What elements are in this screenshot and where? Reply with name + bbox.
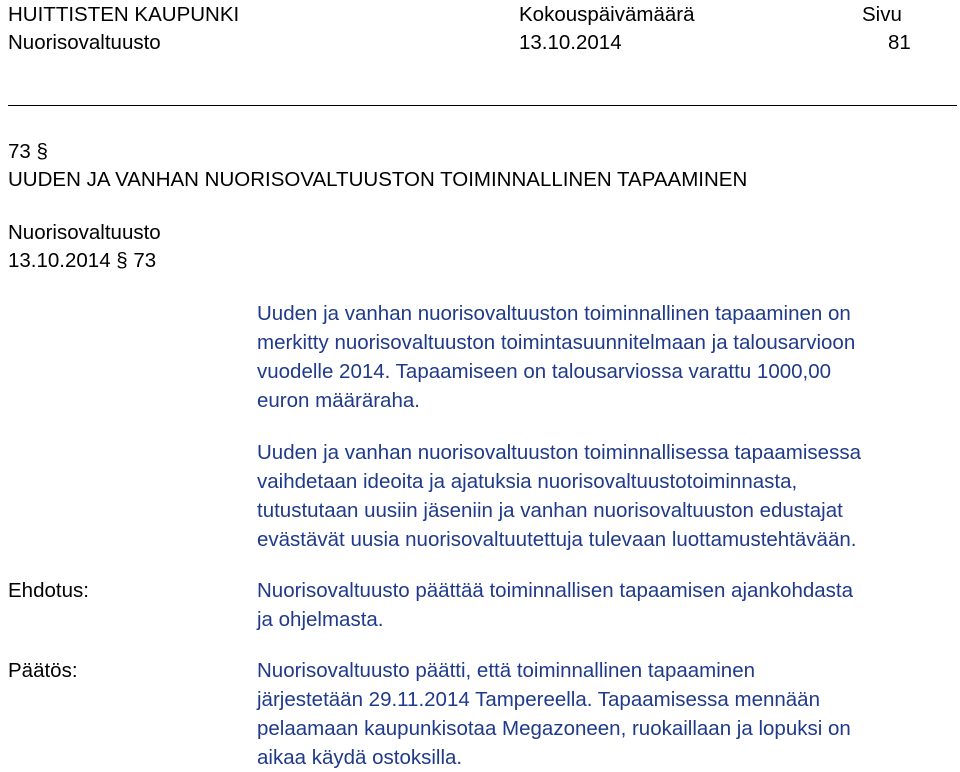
paragraph-line: tutustutaan uusiin jäseniin ja vanhan nuorisovaltuuston edustajat xyxy=(257,499,843,522)
proposal-label: Ehdotus: xyxy=(8,579,89,602)
proposal-text xyxy=(257,576,957,634)
header-divider xyxy=(8,105,957,106)
section-number: 73 § xyxy=(8,140,48,163)
section-title: UUDEN JA VANHAN NUORISOVALTUUSTON TOIMINNALLINEN TAPAAMINEN xyxy=(8,168,748,191)
organization-name: HUITTISTEN KAUPUNKI xyxy=(8,3,240,26)
paragraph-line: vaihdetaan ideoita ja ajatuksia nuorisovaltuustotoiminnasta, xyxy=(257,470,798,493)
paragraph-line: Uuden ja vanhan nuorisovaltuuston toiminnallisessa tapaamisessa xyxy=(257,441,861,464)
decision-line: aikaa käydä ostoksilla. xyxy=(257,746,463,769)
decision-line: pelaamaan kaupunkisotaa Megazoneen, ruokaillaan ja lopuksi on xyxy=(257,717,851,740)
reference-line: 13.10.2014 § 73 xyxy=(8,249,157,272)
page-label: Sivu xyxy=(862,3,902,26)
decision-line: järjestetään 29.11.2014 Tampereella. Tapaamisessa mennään xyxy=(257,688,820,711)
page-number: 81 xyxy=(888,31,911,54)
meeting-date: 13.10.2014 xyxy=(519,31,622,54)
decision-line: Nuorisovaltuusto päätti, että toiminnallinen tapaaminen xyxy=(257,659,755,682)
paragraph-1 xyxy=(257,299,957,415)
paragraph-line: evästävät uusia nuorisovaltuutettuja tulevaan luottamustehtävään. xyxy=(257,528,857,551)
paragraph-line: merkitty nuorisovaltuuston toimintasuunnitelmaan ja talousarvioon xyxy=(257,331,856,354)
body-name: Nuorisovaltuusto xyxy=(8,31,161,54)
paragraph-line: Uuden ja vanhan nuorisovaltuuston toiminnallinen tapaaminen on xyxy=(257,302,851,325)
reference-body: Nuorisovaltuusto xyxy=(8,221,161,244)
decision-text xyxy=(257,656,957,772)
decision-label: Päätös: xyxy=(8,659,78,682)
proposal-line: Nuorisovaltuusto päättää toiminnallisen tapaamisen ajankohdasta xyxy=(257,579,854,602)
paragraph-line: vuodelle 2014. Tapaamiseen on talousarviossa varattu 1000,00 xyxy=(257,360,832,383)
paragraph-line: euron määräraha. xyxy=(257,389,420,412)
meeting-date-label: Kokouspäivämäärä xyxy=(519,3,695,26)
paragraph-2 xyxy=(257,438,957,554)
proposal-line: ja ohjelmasta. xyxy=(257,608,384,631)
